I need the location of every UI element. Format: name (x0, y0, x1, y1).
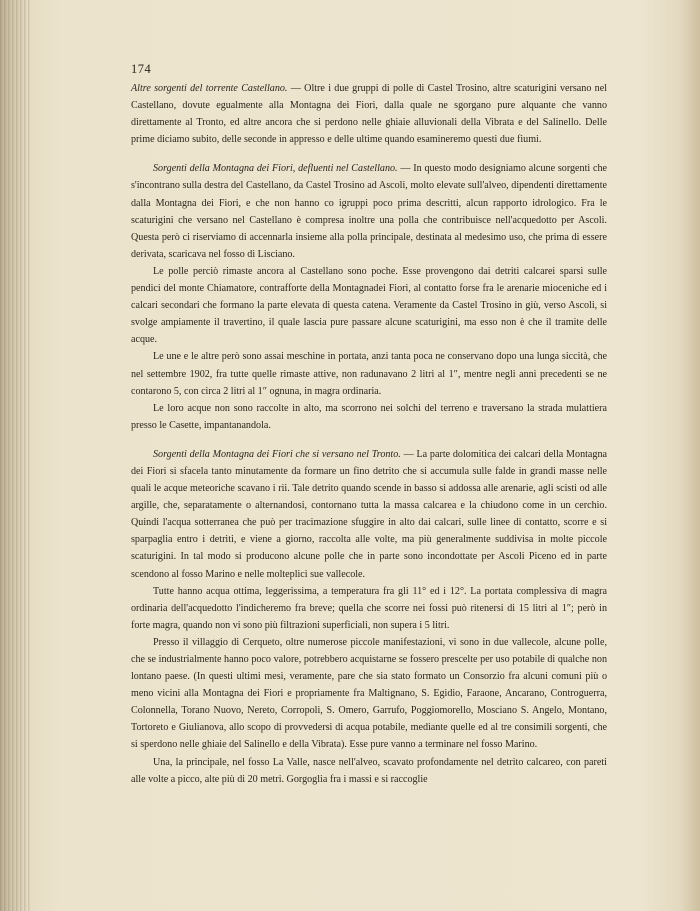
paragraph-2 (131, 160, 607, 263)
body-text (131, 80, 607, 788)
section-heading: Sorgenti della Montagna dei Fiori che si versano nel Tronto. (153, 448, 401, 460)
book-binding-edge (0, 0, 30, 911)
paragraph-7: Tutte hanno acqua ottima, leggerissima, a temperatura fra gli 11° ed i 12°. La portata complessiva di magra ordinaria dell'acquedotto l'indicheremo fra breve; quella che scorre nei fossi può ritenersi di 15 litri al 1″; però in forte magra, quando non vi sono più filtrazioni superficiali, non supera i 5 litri. (131, 585, 607, 631)
paragraph-text: — La parte dolomitica dei calcari della Montagna dei Fiori si sfacela tanto minutamente da formare un fino detrito che si accumula sulle falde in grandi masse nelle quali le acque meteoriche scavano i rii. Tale detrito quando scende in basso si addossa alle arenarie, agli scisti od alle argille, che, separatamente o alternandosi, contornano tutta la massa calcarea e la chiudono come in un cerchio. Quindi l'acqua sotterranea che può per tracimazione sfuggire in alto dai calcari, sulle linee di contatto, scorre e si sparpaglia entro i detriti, e viene a giorno, raccolta alle volte, ma più generalmente suddivisa in molte piccole scaturigini. In tal modo si producono alcune polle che in parte sono incondottate per Ascoli Piceno ed in parte scendono al fosso Marino e nelle molteplici sue vallecole. (131, 448, 607, 580)
section-heading: Altre sorgenti del torrente Castellano. (131, 83, 288, 94)
section-heading: Sorgenti della Montagna dei Fiori, defluenti nel Castellano. (153, 163, 398, 175)
paragraph-4: Le une e le altre però sono assai meschine in portata, anzi tanta poca ne conservano dopo una lunga siccità, che nel settembre 1902, fra tutte quelle rimaste attive, non radunavano 2 litri al 1″, mentre negli anni precedenti se ne contarono 5, con circa 2 litri al 1″ ognuna, in magra ordinaria. (131, 351, 607, 397)
paragraph-6 (131, 446, 607, 583)
paragraph-5: Le loro acque non sono raccolte in alto, ma scorrono nei solchi del terreno e traversano la strada mulattiera presso le Casette, impantanandola. (131, 402, 607, 431)
paragraph-text: — Oltre i due gruppi di polle di Castel Trosino, altre scaturigini versano nel Castellano, dovute egualmente alla Montagna dei Fiori, dalla quale ne sgorgano pure alquante che vanno direttamente al Tronto, ed altre ancora che si perdono nelle ghiaie alluvionali della Vibrata e del Salinello. Delle prime diciamo subito, delle seconde in appresso e delle ultime quando esamineremo questi due fiumi. (131, 83, 607, 146)
page-number: 174 (131, 62, 152, 76)
paragraph-1 (131, 80, 607, 148)
paragraph-8: Presso il villaggio di Cerqueto, oltre numerose piccole manifestazioni, vi sono in due vallecole, alcune polle, che se industrialmente hanno poco valore, potrebbero acquistarne se fossero prescelte per uso potabile di qualche non lontano paese. (In questi ultimi mesi, veramente, pare che sia stato formato un Consorzio fra alcuni comuni più o meno vicini alla Montagna dei Fiori e propriamente fra Maltignano, S. Egidio, Faraone, Ancarano, Controguerra, Colonnella, Torano Nuovo, Nereto, Corropoli, S. Omero, Garrufo, Poggiomorello, Mosciano S. Angelo, Montano, Tortoreto e Giulianova, allo scopo di provvedersi di acqua potabile, mediante quelle ed al tre consimili sorgenti, che si sperdono nelle ghiaie del Salinello e della Vibrata). Esse pure vanno a terminare nel fosso Marino. (131, 636, 607, 751)
section-gap (131, 148, 607, 160)
section-gap (131, 434, 607, 446)
paragraph-3: Le polle perciò rimaste ancora al Castellano sono poche. Esse provengono dai detriti calcarei sparsi sulle pendici del monte Chiamatore, contrafforte della Montagnadei Fiori, al contatto forse fra le arenarie mioceniche ed i calcari secondari che formano la parte elevata di questa catena. Veramente da Castel Trosino in giù, verso Ascoli, si svolge ampiamente il travertino, il quale lascia pure passare alcune scaturigini, ma esso non è che il tramite delle acque. (131, 265, 607, 346)
paragraph-text: — In questo modo designiamo alcune sorgenti che s'incontrano sulla destra del Castellano, da Castel Trosino ad Ascoli, molto elevate sull'alveo, dipendenti direttamente dalla Montagna dei Fiori, e che non hanno co igruppi poco prima descritti, alcun rapporto idrologico. Fra le scaturigini che versano nel Castellano è compresa inoltre una polla che contribuisce nell'acquedotto per Ascoli. Questa però ci riserviamo di accennarla insieme alla polla principale, destinata al medesimo uso, che prima di essere derivata, scaricava nel fosso di Lisciano. (131, 163, 607, 260)
paragraph-9: Una, la principale, nel fosso La Valle, nasce nell'alveo, scavato profondamente nel detrito calcareo, con pareti alle volte a picco, alte più di 20 metri. Gorgoglia fra i massi e si raccoglie (131, 756, 607, 785)
